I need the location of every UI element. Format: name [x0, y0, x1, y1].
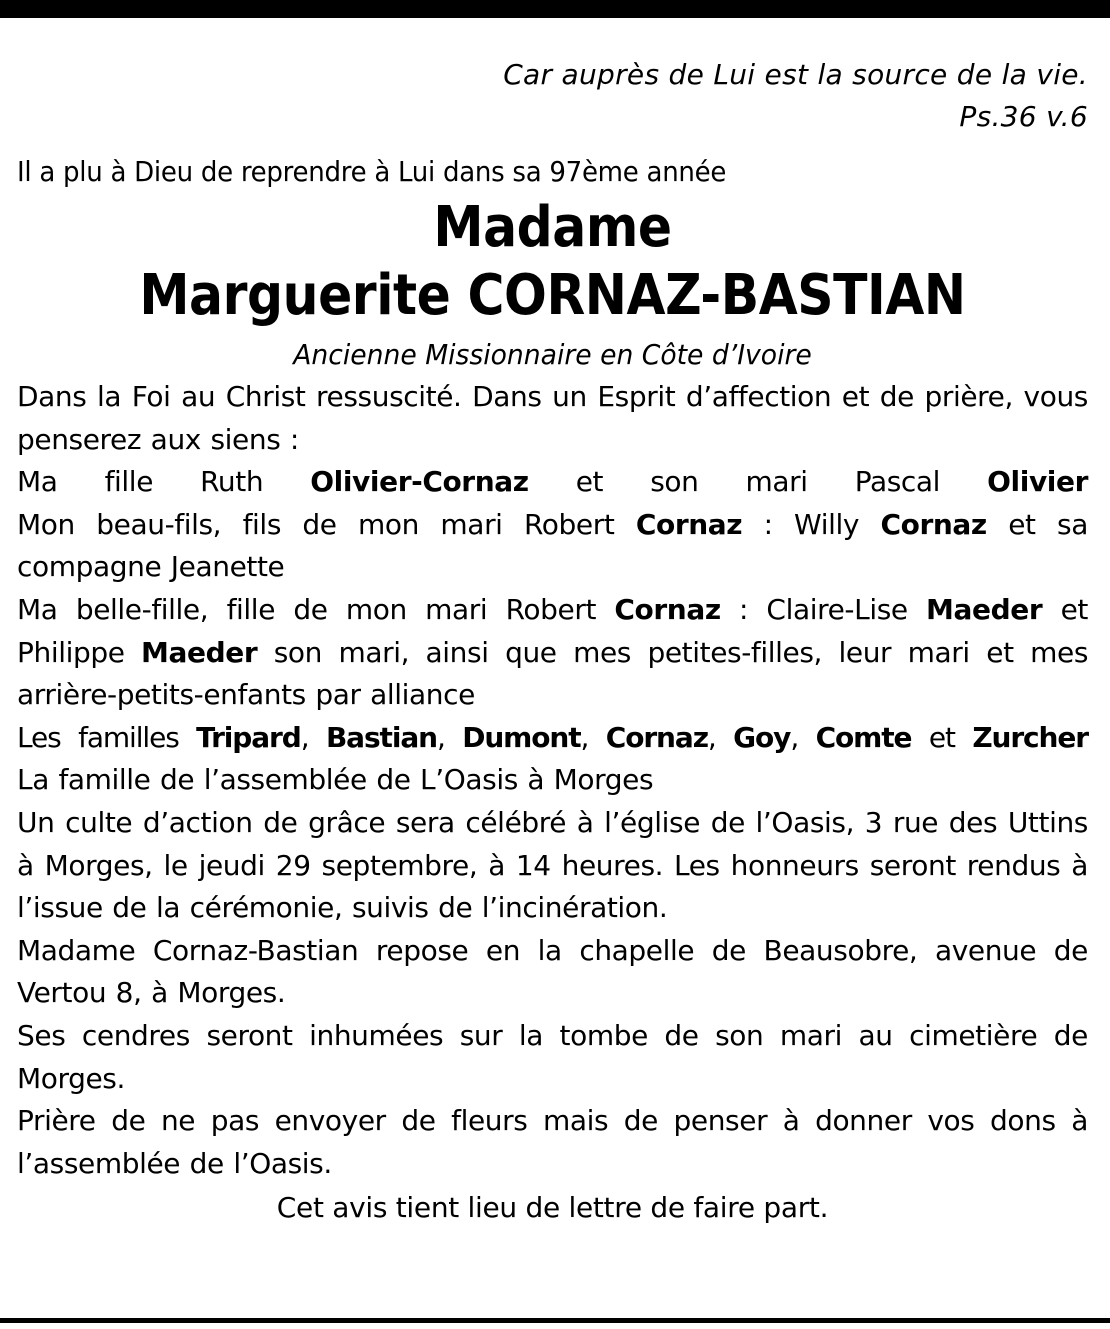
family-surname: Cornaz: [635, 507, 743, 541]
family-line-daughter: [17, 461, 1088, 504]
family-surname: Olivier-Cornaz: [310, 465, 529, 499]
verse-reference: Ps.36 v.6: [959, 100, 1088, 133]
family-separator: ,: [300, 720, 326, 754]
flowers-paragraph: Prière de ne pas envoyer de fleurs mais de penser à donner vos dons à l’assemblée de l’Oasis.: [17, 1104, 1088, 1180]
name-title: Madame: [433, 195, 672, 260]
faith-paragraph: Dans la Foi au Christ ressuscité. Dans un Esprit d’affection et de prière, vous penserez aux siens :: [17, 380, 1088, 456]
family-surname: Cornaz: [880, 507, 987, 541]
family-line-families: [17, 717, 1088, 760]
family-line-assembly: La famille de l’assemblée de L’Oasis à Morges: [17, 763, 654, 797]
verse-text: Car auprès de Lui est la source de la vie.: [503, 58, 1088, 91]
family-text: Ma belle-fille, fille de mon mari Robert: [17, 592, 615, 626]
family-separator: ,: [790, 720, 816, 754]
family-text: et son mari Pascal: [528, 465, 988, 499]
rest-paragraph: Madame Cornaz-Bastian repose en la chapelle de Beausobre, avenue de Vertou 8, à Morges.: [17, 933, 1088, 1010]
family-text: Les familles: [17, 720, 197, 754]
family-separator: ,: [436, 720, 463, 754]
family-line-stepdaughter: [17, 589, 1088, 717]
family-surname: Tripard: [196, 720, 301, 754]
family-text: et Philippe: [17, 592, 1088, 669]
family-surname: Maeder: [141, 635, 258, 669]
family-surname: Zurcher: [972, 720, 1088, 754]
family-surname: Cornaz: [605, 720, 708, 754]
family-surname: Maeder: [926, 592, 1043, 626]
family-text: et sa compagne Jeanette: [17, 507, 1089, 584]
closing-line: Cet avis tient lieu de lettre de faire part.: [276, 1191, 829, 1225]
name-full: Marguerite CORNAZ-BASTIAN: [139, 263, 966, 328]
ashes-paragraph: Ses cendres seront inhumées sur la tombe de son mari au cimetière de Morges.: [17, 1018, 1088, 1095]
family-line-stepson: [17, 504, 1088, 589]
top-border-rule: [0, 0, 1110, 18]
bible-verse: [17, 54, 1088, 138]
deceased-name: [17, 194, 1088, 330]
service-paragraph: Un culte d’action de grâce sera célébré à l’église de l’Oasis, 3 rue des Uttins à Morges, le jeudi 29 septembre, à 14 heures. Les honneurs seront rendus à l’issue de la cérémonie, suivis de l’incinération.: [17, 805, 1088, 925]
family-text: Ma fille Ruth: [17, 465, 311, 499]
family-surname: Bastian: [325, 720, 437, 754]
family-text: Mon beau-fils, fils de mon mari Robert: [17, 507, 636, 541]
family-surname: Goy: [733, 720, 791, 754]
family-separator: et: [911, 720, 973, 754]
obituary-notice: [17, 54, 1088, 1229]
family-surname: Comte: [815, 720, 912, 754]
intro-line: Il a plu à Dieu de reprendre à Lui dans sa 97ème année: [17, 155, 727, 188]
family-text: son mari, ainsi que mes petites-filles, leur mari et mes arrière-petits-enfants par alliance: [17, 635, 1089, 712]
family-surname: Olivier: [987, 465, 1088, 499]
family-separator: ,: [580, 720, 606, 754]
family-surname: Dumont: [462, 720, 581, 754]
family-text: : Willy: [742, 507, 881, 541]
deceased-subtitle: Ancienne Missionnaire en Côte d’Ivoire: [293, 338, 812, 371]
family-text: : Claire-Lise: [720, 592, 927, 626]
bottom-border-rule: [0, 1318, 1110, 1323]
family-surname: Cornaz: [614, 592, 721, 626]
family-separator: ,: [707, 720, 734, 754]
